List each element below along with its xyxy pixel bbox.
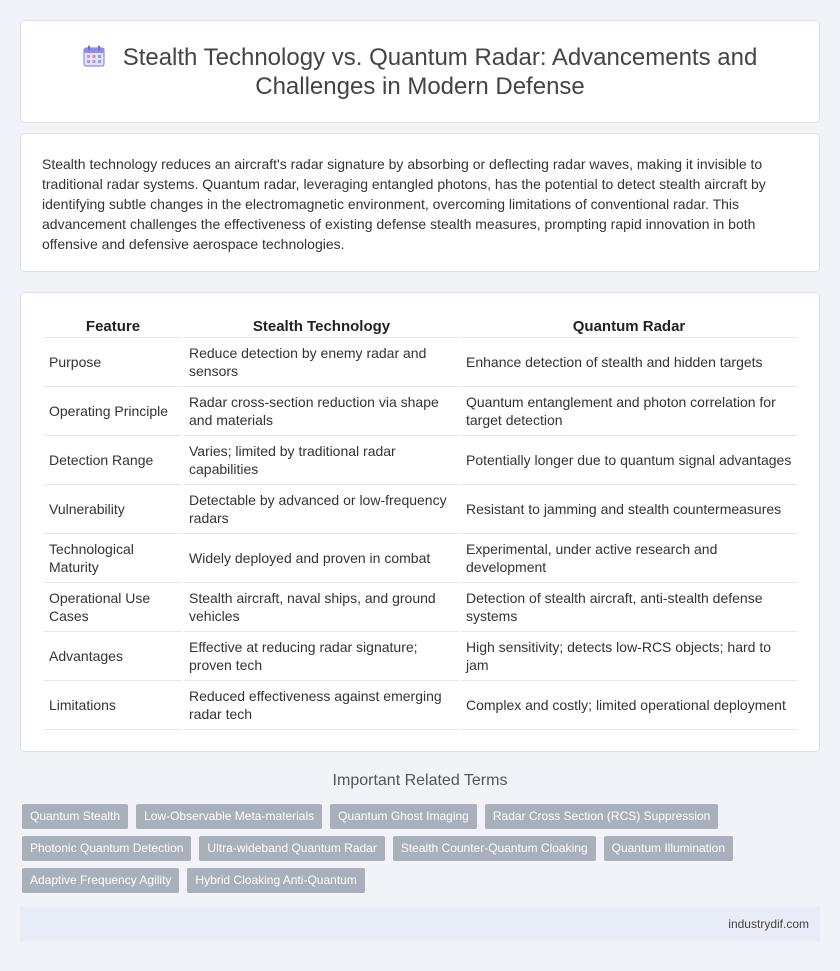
term-tag[interactable]: Ultra-wideband Quantum Radar [199, 836, 384, 861]
related-terms-heading: Important Related Terms [332, 772, 508, 789]
term-tag[interactable]: Adaptive Frequency Agility [22, 868, 179, 893]
stealth-cell: Detectable by advanced or low-frequency radars [184, 485, 459, 534]
table-row [44, 583, 797, 632]
stealth-cell: Radar cross-section reduction via shape and materials [184, 387, 459, 436]
quantum-cell: Detection of stealth aircraft, anti-stealth defense systems [461, 583, 797, 632]
quantum-cell: Quantum entanglement and photon correlation for target detection [461, 387, 797, 436]
intro-card [20, 133, 820, 272]
quantum-cell: Resistant to jamming and stealth countermeasures [461, 485, 797, 534]
stealth-cell: Reduced effectiveness against emerging radar tech [184, 681, 459, 730]
term-tag[interactable]: Quantum Illumination [604, 836, 733, 861]
stealth-cell: Effective at reducing radar signature; proven tech [184, 632, 459, 681]
table-row [44, 485, 797, 534]
feature-cell: Operating Principle [44, 387, 182, 436]
quantum-cell: High sensitivity; detects low-RCS objects; hard to jam [461, 632, 797, 681]
table-row [44, 436, 797, 485]
feature-cell: Advantages [44, 632, 182, 681]
feature-cell: Limitations [44, 681, 182, 730]
header-quantum: Quantum Radar [461, 316, 797, 338]
quantum-cell: Enhance detection of stealth and hidden targets [461, 338, 797, 387]
feature-cell: Purpose [44, 338, 182, 387]
term-tag[interactable]: Low-Observable Meta-materials [136, 804, 322, 829]
table-row [44, 632, 797, 681]
stealth-cell: Reduce detection by enemy radar and sensors [184, 338, 459, 387]
title-card [20, 20, 820, 123]
table-row [44, 681, 797, 730]
related-terms-list [22, 804, 822, 900]
term-tag[interactable]: Photonic Quantum Detection [22, 836, 191, 861]
table-row [44, 534, 797, 583]
footer-site-link[interactable]: industrydif.com [728, 917, 809, 931]
feature-cell: Technological Maturity [44, 534, 182, 583]
calendar-icon [83, 45, 105, 67]
term-tag[interactable]: Radar Cross Section (RCS) Suppression [485, 804, 718, 829]
feature-cell: Vulnerability [44, 485, 182, 534]
page-title-text: Stealth Technology vs. Quantum Radar: Advancements and Challenges in Modern Defense [122, 44, 758, 100]
comparison-table [42, 316, 799, 730]
quantum-cell: Complex and costly; limited operational deployment [461, 681, 797, 730]
intro-paragraph: Stealth technology reduces an aircraft's radar signature by absorbing or deflecting radar waves, making it invisible to traditional radar systems. Quantum radar, leveraging entangled photons, has the potential to detect stealth aircraft by identifying subtle changes in the electromagnetic environment, overcoming limitations of conventional radar. This advancement challenges the effectiveness of existing defense stealth measures, prompting rapid innovation in both offensive and defensive aerospace technologies. [42, 156, 766, 252]
comparison-card [20, 292, 820, 752]
header-feature: Feature [44, 316, 182, 338]
feature-cell: Detection Range [44, 436, 182, 485]
term-tag[interactable]: Quantum Stealth [22, 804, 128, 829]
table-row [44, 387, 797, 436]
term-tag[interactable]: Quantum Ghost Imaging [330, 804, 477, 829]
term-tag[interactable]: Hybrid Cloaking Anti-Quantum [187, 868, 364, 893]
page-title [21, 43, 819, 101]
table-header-row [44, 316, 797, 338]
term-tag[interactable]: Stealth Counter-Quantum Cloaking [393, 836, 596, 861]
feature-cell: Operational Use Cases [44, 583, 182, 632]
stealth-cell: Widely deployed and proven in combat [184, 534, 459, 583]
table-row [44, 338, 797, 387]
quantum-cell: Experimental, under active research and development [461, 534, 797, 583]
stealth-cell: Varies; limited by traditional radar capabilities [184, 436, 459, 485]
stealth-cell: Stealth aircraft, naval ships, and ground vehicles [184, 583, 459, 632]
header-stealth: Stealth Technology [184, 316, 459, 338]
footer-bar [20, 907, 820, 941]
quantum-cell: Potentially longer due to quantum signal advantages [461, 436, 797, 485]
